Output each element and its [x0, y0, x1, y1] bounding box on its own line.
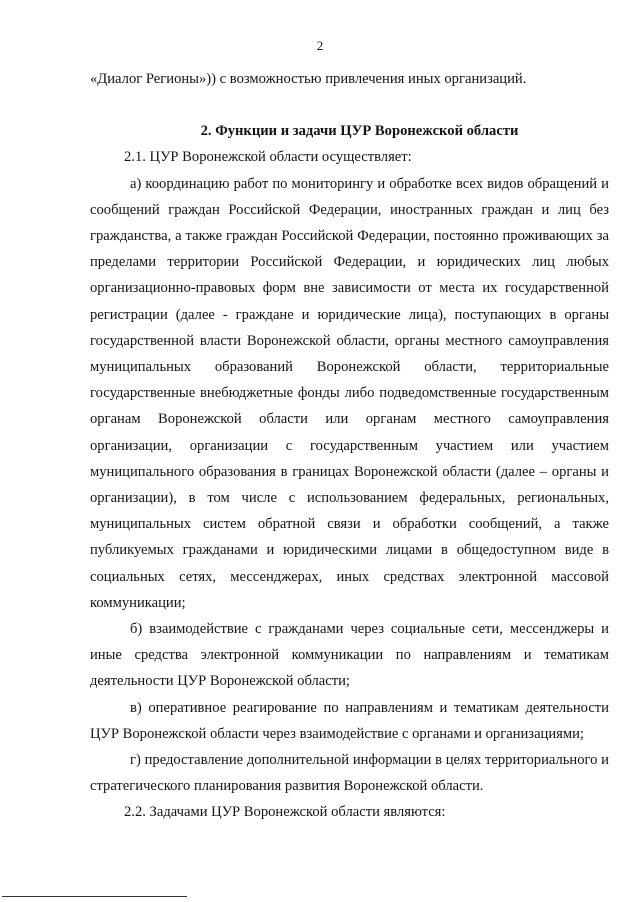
paragraph-2-2: 2.2. Задачами ЦУР Воронежской области являются:: [124, 804, 446, 821]
paragraph-2-1: 2.1. ЦУР Воронежской области осуществляет:: [124, 149, 412, 166]
section-heading: 2. Функции и задачи ЦУР Воронежской области: [200, 123, 519, 140]
document-body: [90, 66, 609, 826]
list-item-b: б) взаимодействие с гражданами через социальные сети, мессенджеры и иные средства электронной коммуникации по направлениям и тематикам деятельности ЦУР Воронежской области;: [90, 621, 609, 690]
list-item-g: г) предоставление дополнительной информации в целях территориального и стратегического планирования развития Воронежской области.: [90, 752, 609, 795]
page-number: 2: [316, 38, 324, 53]
list-item-v: в) оперативное реагирование по направлениям и тематикам деятельности ЦУР Воронежской области через взаимодействие с органами и организациями;: [90, 699, 609, 742]
footnote-separator: [2, 896, 187, 897]
continuation-paragraph: «Диалог Регионы»)) с возможностью привлечения иных организаций.: [90, 71, 527, 87]
list-item-a: а) координацию работ по мониторингу и обработке всех видов обращений и сообщений граждан Российской Федерации, иностранных граждан и лиц без гражданства, а также граждан Российской Федерации, постоянно проживающих за пределами территории Российской Федерации, и юридических лиц любых организационно-правовых форм вне зависимости от места их государственной регистрации (далее - граждане и юридические лица), поступающих в органы государственной власти Воронежской области, органы местного самоуправления муниципальных образований Воронежской области, территориальные государственные внебюджетные фонды либо подведомственные государственным органам Воронежской области или органам местного самоуправления организации, организации с государственным участием или участием муниципального образования в границах Воронежской области (далее – органы и организации), в том числе с использованием федеральных, региональных, муниципальных систем обратной связи и обработки сообщений, а также публикуемых гражданами и юридическими лицами в общедоступном виде в социальных сетях, мессенджерах, иных средствах электронной массовой коммуникации;: [90, 175, 609, 611]
